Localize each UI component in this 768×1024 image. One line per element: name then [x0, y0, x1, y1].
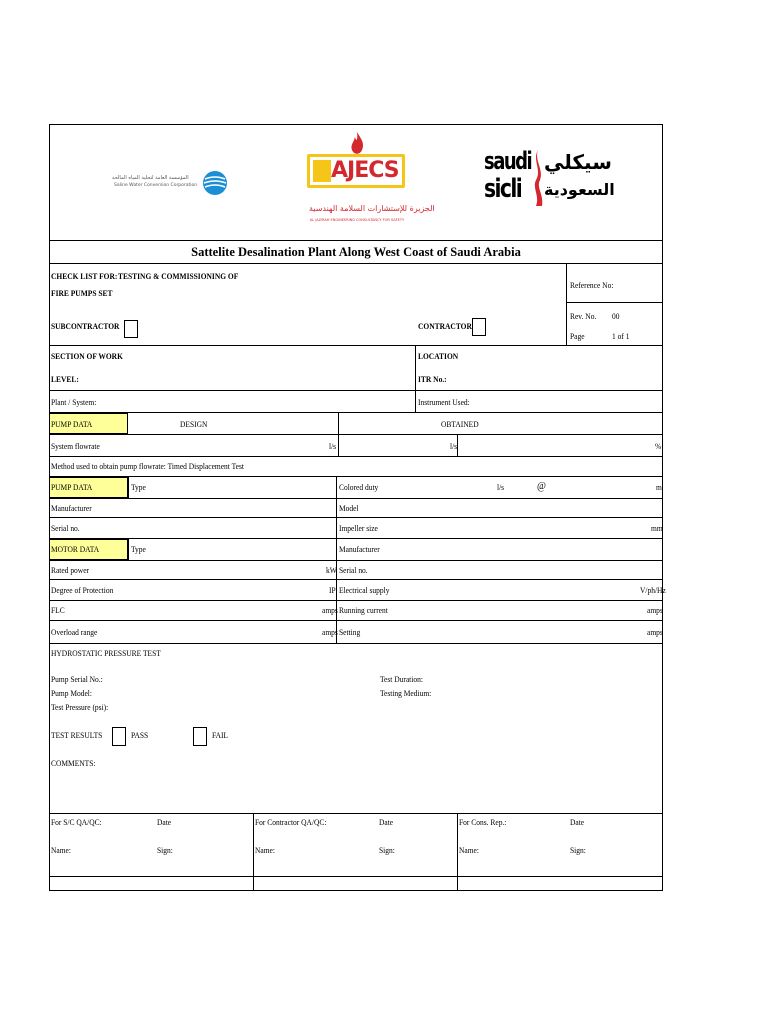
flc-unit: amps	[322, 605, 338, 615]
sicli-arabic-1: سيكلي	[544, 150, 612, 174]
ajecs-name: AJECS	[331, 158, 399, 183]
location-label: LOCATION	[418, 351, 459, 361]
hydro-test-duration: Test Duration:	[380, 674, 423, 684]
section-of-work-label: SECTION OF WORK	[51, 351, 123, 361]
swcc-english: Saline Water Conversion Corporation	[114, 183, 198, 188]
electrical-supply-label: Electrical supply	[339, 585, 390, 595]
sign-label-2: Sign:	[379, 845, 395, 855]
rated-power-label: Rated power	[51, 565, 90, 575]
rated-power-unit: kW	[326, 565, 337, 575]
pump-type-label: Type	[131, 482, 146, 492]
form-title: Sattelite Desalination Plant Along West Coast of Saudi Arabia	[191, 245, 521, 259]
impeller-size-label: Impeller size	[339, 523, 378, 533]
contractor-qaqc-label: For Contractor QA/QC:	[255, 817, 327, 827]
pump-manufacturer-label: Manufacturer	[51, 503, 92, 513]
method-text: Method used to obtain pump flowrate: Timed Displacement Test	[51, 461, 244, 471]
sign-label-3: Sign:	[570, 845, 586, 855]
hydro-pump-serial: Pump Serial No.:	[51, 674, 103, 684]
comments-label: COMMENTS:	[51, 758, 96, 768]
setting-label: Setting	[339, 627, 361, 637]
hydro-test-pressure: Test Pressure (psi):	[51, 702, 109, 712]
itr-no-label: ITR No.:	[418, 374, 447, 384]
obtained-label: OBTAINED	[441, 419, 479, 429]
design-label: DESIGN	[180, 419, 208, 429]
setting-unit: amps	[647, 627, 663, 637]
swcc-emblem-icon	[202, 170, 228, 196]
name-label-3: Name:	[459, 845, 479, 855]
fail-label: FAIL	[212, 730, 229, 740]
test-results-label: TEST RESULTS	[51, 730, 103, 740]
hydro-pump-model: Pump Model:	[51, 688, 92, 698]
electrical-supply-unit: V/ph/Hz	[640, 585, 666, 595]
sicli-logo	[484, 147, 615, 218]
sicli-flame-icon	[530, 150, 544, 206]
rev-no-label: Rev. No.	[570, 311, 597, 321]
obtained-unit-ls: l/s	[450, 441, 458, 451]
page-label: Page	[570, 331, 585, 341]
motor-serial-label: Serial no.	[339, 565, 368, 575]
running-current-label: Running current	[339, 605, 388, 615]
pump-data-label-2: PUMP DATA	[51, 482, 93, 492]
system-flowrate-label: System flowrate	[51, 441, 100, 451]
overload-range-label: Overload range	[51, 627, 98, 637]
checklist-value-2: FIRE PUMPS SET	[51, 288, 113, 298]
ajecs-logo	[305, 132, 435, 232]
sicli-word-sicli: sicli	[484, 174, 522, 204]
sign-label-1: Sign:	[157, 845, 173, 855]
motor-type-label: Type	[131, 544, 146, 554]
hydro-title: HYDROSTATIC PRESSURE TEST	[51, 648, 161, 658]
degree-protection-label: Degree of Protection	[51, 585, 114, 595]
swcc-logo	[112, 150, 232, 210]
cons-rep-label: For Cons. Rep.:	[459, 817, 507, 827]
checklist-label: CHECK LIST FOR:	[51, 271, 118, 281]
degree-protection-unit: IP	[329, 585, 336, 595]
motor-manufacturer-label: Manufacturer	[339, 544, 380, 554]
ajecs-arabic: الجزيرة للإستشارات السلامة الهندسية	[309, 204, 435, 213]
page-value: 1 of 1	[612, 331, 630, 341]
percent-unit: %	[655, 441, 662, 451]
checklist-value: TESTING & COMMISSIONING OF	[118, 271, 239, 281]
plant-system-label: Plant / System:	[51, 397, 97, 407]
pass-checkbox[interactable]	[112, 727, 126, 746]
flc-label: FLC	[51, 605, 65, 615]
fail-checkbox[interactable]	[193, 727, 207, 746]
pump-serial-label: Serial no.	[51, 523, 80, 533]
name-label-2: Name:	[255, 845, 275, 855]
sicli-word-saudi: saudi	[484, 147, 532, 175]
date-label-2: Date	[379, 817, 394, 827]
date-label-1: Date	[157, 817, 172, 827]
colored-duty-label: Colored duty	[339, 482, 379, 492]
design-unit-ls: l/s	[329, 441, 337, 451]
swcc-arabic: المؤسسة العامة لتحلية المياه المالحة	[112, 175, 189, 181]
overload-range-unit: amps	[322, 627, 338, 637]
duty-unit-m: m	[656, 482, 662, 492]
pump-model-label: Model	[339, 503, 359, 513]
rev-no-value: 00	[612, 311, 620, 321]
ajecs-square	[313, 160, 331, 182]
contractor-label: CONTRACTOR	[418, 321, 472, 331]
pump-data-label-1: PUMP DATA	[51, 419, 93, 429]
motor-data-label: MOTOR DATA	[51, 544, 100, 554]
contractor-checkbox[interactable]	[472, 318, 486, 336]
duty-unit-ls: l/s	[497, 482, 505, 492]
running-current-unit: amps	[647, 605, 663, 615]
instrument-used-label: Instrument Used:	[418, 397, 470, 407]
sic-qaqc-label: For S/C QA/QC:	[51, 817, 102, 827]
name-label-1: Name:	[51, 845, 71, 855]
duty-at: @	[537, 480, 546, 492]
pass-label: PASS	[131, 730, 149, 740]
impeller-unit-mm: mm	[651, 523, 663, 533]
date-label-3: Date	[570, 817, 585, 827]
ajecs-english: AL JAZIRAH ENGINEERING CONSULTANCY FOR SAFETY	[309, 218, 405, 222]
sicli-arabic-2: السعودية	[544, 180, 615, 199]
hydro-testing-medium: Testing Medium:	[380, 688, 432, 698]
subcontractor-checkbox[interactable]	[124, 320, 138, 338]
reference-no-label: Reference No:	[570, 280, 614, 290]
level-label: LEVEL:	[51, 374, 79, 384]
subcontractor-label: SUBCONTRACTOR	[51, 321, 120, 331]
